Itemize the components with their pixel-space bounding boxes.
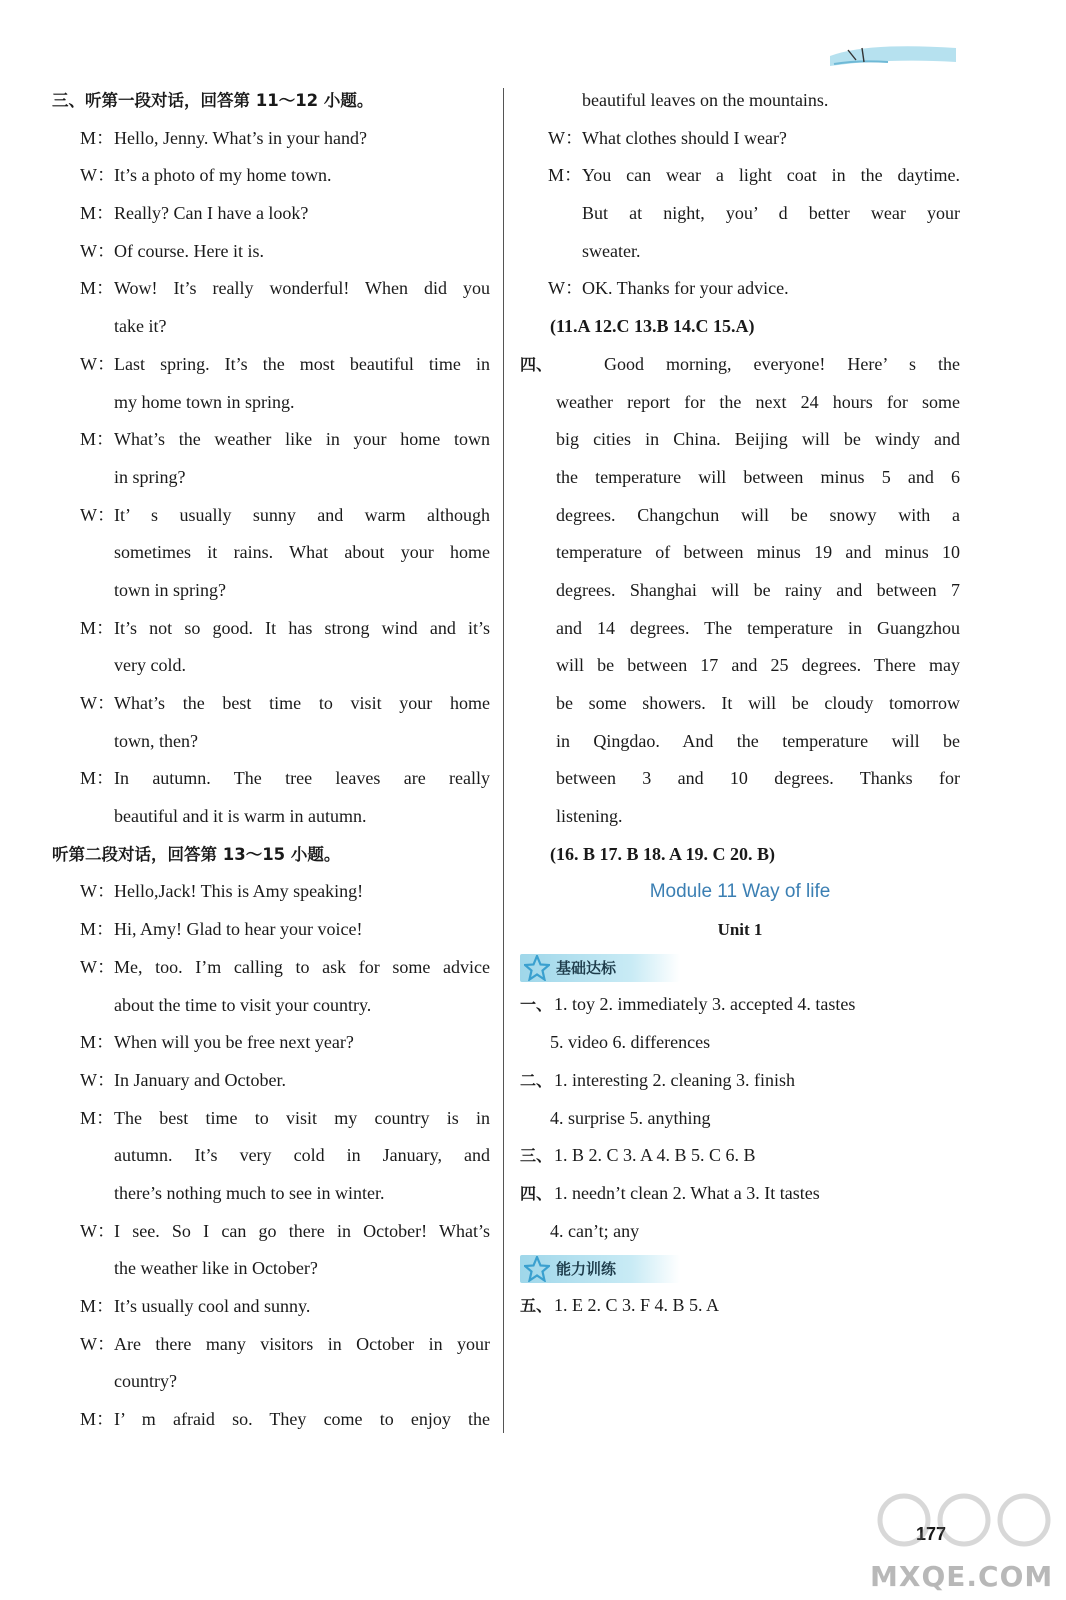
dialogue-text: Hi, Amy! Glad to hear your voice! bbox=[114, 919, 363, 940]
answer-line bbox=[520, 986, 960, 1024]
paragraph-line bbox=[520, 497, 960, 535]
paragraph-line bbox=[520, 346, 960, 384]
star-icon bbox=[524, 955, 550, 981]
dialogue-text: in spring? bbox=[114, 466, 186, 487]
paragraph-text: will be between 17 and 25 degrees. There may bbox=[556, 655, 960, 676]
dialogue-text: What’s the weather like in your home town bbox=[114, 429, 490, 450]
answer-line bbox=[520, 1175, 960, 1213]
dialogue-line bbox=[520, 157, 960, 195]
speaker-label: M： bbox=[80, 1409, 115, 1430]
corner-decoration bbox=[828, 38, 958, 72]
answer-line: 5. video 6. differences bbox=[550, 1032, 711, 1053]
paragraph-text: and 14 degrees. The temperature in Guangzhou bbox=[556, 617, 960, 638]
dialogue-text: Are there many visitors in October in your bbox=[114, 1333, 490, 1354]
module-title: Module 11 Way of life bbox=[649, 881, 831, 903]
dialogue-continuation bbox=[52, 1250, 490, 1288]
speaker-label: M： bbox=[80, 617, 115, 638]
question-label: 三、 bbox=[520, 1146, 553, 1166]
speaker-label: W： bbox=[548, 278, 583, 299]
dialogue-text: Really? Can I have a look? bbox=[114, 203, 309, 224]
paragraph-text: the temperature will between minus 5 and 6 bbox=[556, 466, 960, 487]
dialogue-text: Wow! It’s really wonderful! When did you bbox=[114, 278, 490, 299]
speaker-label: M： bbox=[80, 278, 115, 299]
speaker-label: M： bbox=[548, 165, 583, 186]
dialogue-text: When will you be free next year? bbox=[114, 1032, 354, 1053]
dialogue-text: It’s not so good. It has strong wind and it’s bbox=[114, 617, 490, 638]
speaker-label: M： bbox=[80, 919, 115, 940]
dialogue-text: sweater. bbox=[582, 240, 641, 261]
page-number: 177 bbox=[916, 1524, 947, 1544]
dialogue-continuation bbox=[52, 723, 490, 761]
dialogue-text: It’ s usually sunny and warm although bbox=[114, 504, 490, 525]
answer-text: 1. needn’t clean 2. What a 3. It tastes bbox=[554, 1182, 820, 1203]
dialogue-line bbox=[52, 610, 490, 648]
dialogue-line bbox=[52, 497, 490, 535]
paragraph-text: degrees. Changchun will be snowy with a bbox=[556, 504, 960, 525]
dialogue-text: country? bbox=[114, 1371, 177, 1392]
dialogue-text: I’ m afraid so. They come to enjoy the bbox=[114, 1409, 490, 1430]
dialogue-text: there’s nothing much to see in winter. bbox=[114, 1182, 385, 1203]
dialogue-continuation bbox=[520, 82, 960, 120]
section-banner bbox=[520, 1255, 680, 1283]
paragraph-line bbox=[520, 459, 960, 497]
question-label: 一、 bbox=[520, 995, 553, 1015]
dialogue-text: You can wear a light coat in the daytime. bbox=[582, 165, 960, 186]
paragraph-text: listening. bbox=[556, 806, 623, 827]
paragraph-line bbox=[520, 572, 960, 610]
dialogue-line bbox=[52, 346, 490, 384]
paragraph-line bbox=[520, 421, 960, 459]
dialogue-continuation bbox=[52, 1363, 490, 1401]
speaker-label: M： bbox=[80, 1107, 115, 1128]
dialogue-text: town in spring? bbox=[114, 579, 226, 600]
dialogue-text: What clothes should I wear? bbox=[582, 127, 787, 148]
dialogue-continuation bbox=[52, 1175, 490, 1213]
question-label: 二、 bbox=[520, 1070, 553, 1090]
speaker-label: W： bbox=[80, 1220, 115, 1241]
dialogue-text: sometimes it rains. What about your home bbox=[114, 542, 490, 563]
section-banner-label: 能力训练 bbox=[556, 1260, 617, 1279]
paragraph-line bbox=[520, 685, 960, 723]
dialogue-line bbox=[52, 685, 490, 723]
dialogue-line bbox=[52, 760, 490, 798]
dialogue-continuation bbox=[520, 195, 960, 233]
dialogue-continuation bbox=[52, 308, 490, 346]
question-label: 四、 bbox=[520, 1183, 553, 1203]
speaker-label: M： bbox=[80, 429, 115, 450]
dialogue-line bbox=[52, 195, 490, 233]
question-label: 五、 bbox=[520, 1296, 553, 1316]
dialogue-text: OK. Thanks for your advice. bbox=[582, 278, 789, 299]
dialogue-text: very cold. bbox=[114, 655, 186, 676]
dialogue-text: the weather like in October? bbox=[114, 1258, 318, 1279]
dialogue-text: take it? bbox=[114, 316, 167, 337]
answer-text: 1. toy 2. immediately 3. accepted 4. tastes bbox=[554, 994, 856, 1015]
left-column bbox=[52, 82, 490, 1439]
dialogue-text: Me, too. I’m calling to ask for some advice bbox=[114, 956, 490, 977]
dialogue-continuation bbox=[52, 798, 490, 836]
answer-key: (16. B 17. B 18. A 19. C 20. B) bbox=[550, 843, 776, 864]
paragraph-line bbox=[520, 534, 960, 572]
dialogue-continuation bbox=[52, 534, 490, 572]
speaker-label: W： bbox=[80, 956, 115, 977]
dialogue-line bbox=[52, 1213, 490, 1251]
watermark-text: MXQE.COM bbox=[870, 1560, 1054, 1593]
paragraph-text: in Qingdao. And the temperature will be bbox=[556, 730, 960, 751]
dialogue-text: It’s usually cool and sunny. bbox=[114, 1296, 311, 1316]
dialogue-text: I see. So I can go there in October! What’s bbox=[114, 1220, 490, 1241]
speaker-label: W： bbox=[80, 1069, 115, 1090]
dialogue-continuation bbox=[520, 233, 960, 271]
column-divider bbox=[503, 88, 504, 1433]
speaker-label: W： bbox=[80, 693, 115, 713]
dialogue-line bbox=[52, 1401, 490, 1439]
paragraph-line bbox=[520, 384, 960, 422]
dialogue-line bbox=[52, 911, 490, 949]
dialogue-line bbox=[52, 270, 490, 308]
dialogue-text: Hello,Jack! This is Amy speaking! bbox=[114, 881, 364, 902]
paragraph-line bbox=[520, 647, 960, 685]
unit-title: Unit 1 bbox=[717, 920, 763, 940]
speaker-label: W： bbox=[80, 504, 115, 525]
speaker-label: W： bbox=[80, 240, 115, 261]
right-column bbox=[520, 82, 960, 1325]
speaker-label: W： bbox=[80, 881, 115, 902]
dialogue-text: In autumn. The tree leaves are really bbox=[114, 768, 490, 789]
speaker-label: M： bbox=[80, 1032, 115, 1053]
section-banner bbox=[520, 954, 680, 982]
dialogue-continuation bbox=[52, 384, 490, 422]
paragraph-text: be some showers. It will be cloudy tomorrow bbox=[556, 693, 960, 713]
paragraph-line bbox=[520, 760, 960, 798]
dialogue-text: What’s the best time to visit your home bbox=[114, 693, 490, 713]
dialogue-text: beautiful and it is warm in autumn. bbox=[114, 806, 367, 827]
dialogue-text: But at night, you’ d better wear your bbox=[582, 203, 960, 224]
answer-key: (11.A 12.C 13.B 14.C 15.A) bbox=[550, 316, 755, 337]
dialogue-line bbox=[52, 1326, 490, 1364]
answer-line: 4. surprise 5. anything bbox=[550, 1107, 711, 1128]
section-heading: 听第二段对话，回答第 13～15 小题。 bbox=[52, 844, 341, 864]
dialogue-text: In January and October. bbox=[114, 1069, 286, 1090]
dialogue-text: autumn. It’s very cold in January, and bbox=[114, 1145, 490, 1166]
speaker-label: W： bbox=[80, 353, 115, 374]
answer-line bbox=[520, 1062, 960, 1100]
dialogue-text: It’s a photo of my home town. bbox=[114, 165, 332, 186]
section-label: 四、 bbox=[520, 354, 553, 374]
dialogue-text: The best time to visit my country is in bbox=[114, 1107, 490, 1128]
dialogue-text: my home town in spring. bbox=[114, 391, 295, 412]
paragraph-text: Good morning, everyone! Here’ s the bbox=[604, 353, 960, 374]
dialogue-continuation bbox=[52, 459, 490, 497]
speaker-label: W： bbox=[548, 127, 583, 148]
speaker-label: W： bbox=[80, 165, 115, 186]
dialogue-text: Hello, Jenny. What’s in your hand? bbox=[114, 127, 367, 148]
dialogue-continuation bbox=[52, 1137, 490, 1175]
dialogue-line bbox=[52, 949, 490, 987]
dialogue-text: town, then? bbox=[114, 730, 198, 751]
paragraph-text: temperature of between minus 19 and minus 10 bbox=[556, 542, 960, 563]
paragraph-text: degrees. Shanghai will be rainy and between 7 bbox=[556, 579, 960, 600]
dialogue-line bbox=[52, 1024, 490, 1062]
section-banner-label: 基础达标 bbox=[556, 959, 617, 978]
dialogue-line bbox=[52, 120, 490, 158]
dialogue-line bbox=[520, 270, 960, 308]
paragraph-text: between 3 and 10 degrees. Thanks for bbox=[556, 768, 960, 789]
dialogue-continuation bbox=[52, 987, 490, 1025]
dialogue-continuation bbox=[52, 572, 490, 610]
answer-text: 1. E 2. C 3. F 4. B 5. A bbox=[554, 1295, 720, 1316]
dialogue-text: Of course. Here it is. bbox=[114, 240, 264, 261]
paragraph-text: weather report for the next 24 hours for some bbox=[556, 391, 960, 412]
dialogue-text: about the time to visit your country. bbox=[114, 994, 372, 1015]
speaker-label: W： bbox=[80, 1333, 115, 1354]
dialogue-line bbox=[520, 120, 960, 158]
dialogue-line bbox=[52, 1100, 490, 1138]
dialogue-line bbox=[52, 1288, 490, 1326]
answer-line: 4. can’t; any bbox=[550, 1220, 640, 1241]
dialogue-line bbox=[52, 1062, 490, 1100]
section-heading: 三、听第一段对话，回答第 11～12 小题。 bbox=[52, 91, 374, 110]
dialogue-text: beautiful leaves on the mountains. bbox=[582, 90, 829, 110]
dialogue-line bbox=[52, 233, 490, 271]
dialogue-text: Last spring. It’s the most beautiful time in bbox=[114, 353, 490, 374]
star-icon bbox=[524, 1256, 550, 1282]
answer-text: 1. interesting 2. cleaning 3. finish bbox=[554, 1069, 795, 1090]
dialogue-line bbox=[52, 157, 490, 195]
paragraph-line bbox=[520, 610, 960, 648]
dialogue-line bbox=[52, 421, 490, 459]
dialogue-continuation bbox=[52, 647, 490, 685]
dialogue-line bbox=[52, 873, 490, 911]
speaker-label: M： bbox=[80, 768, 115, 789]
paragraph-line bbox=[520, 798, 960, 836]
answer-text: 1. B 2. C 3. A 4. B 5. C 6. B bbox=[554, 1145, 756, 1166]
paragraph-line bbox=[520, 723, 960, 761]
answer-line bbox=[520, 1137, 960, 1175]
speaker-label: M： bbox=[80, 127, 115, 148]
speaker-label: M： bbox=[80, 203, 115, 224]
speaker-label: M： bbox=[80, 1296, 115, 1316]
paragraph-text: big cities in China. Beijing will be windy and bbox=[556, 429, 960, 450]
answer-line bbox=[520, 1287, 960, 1325]
